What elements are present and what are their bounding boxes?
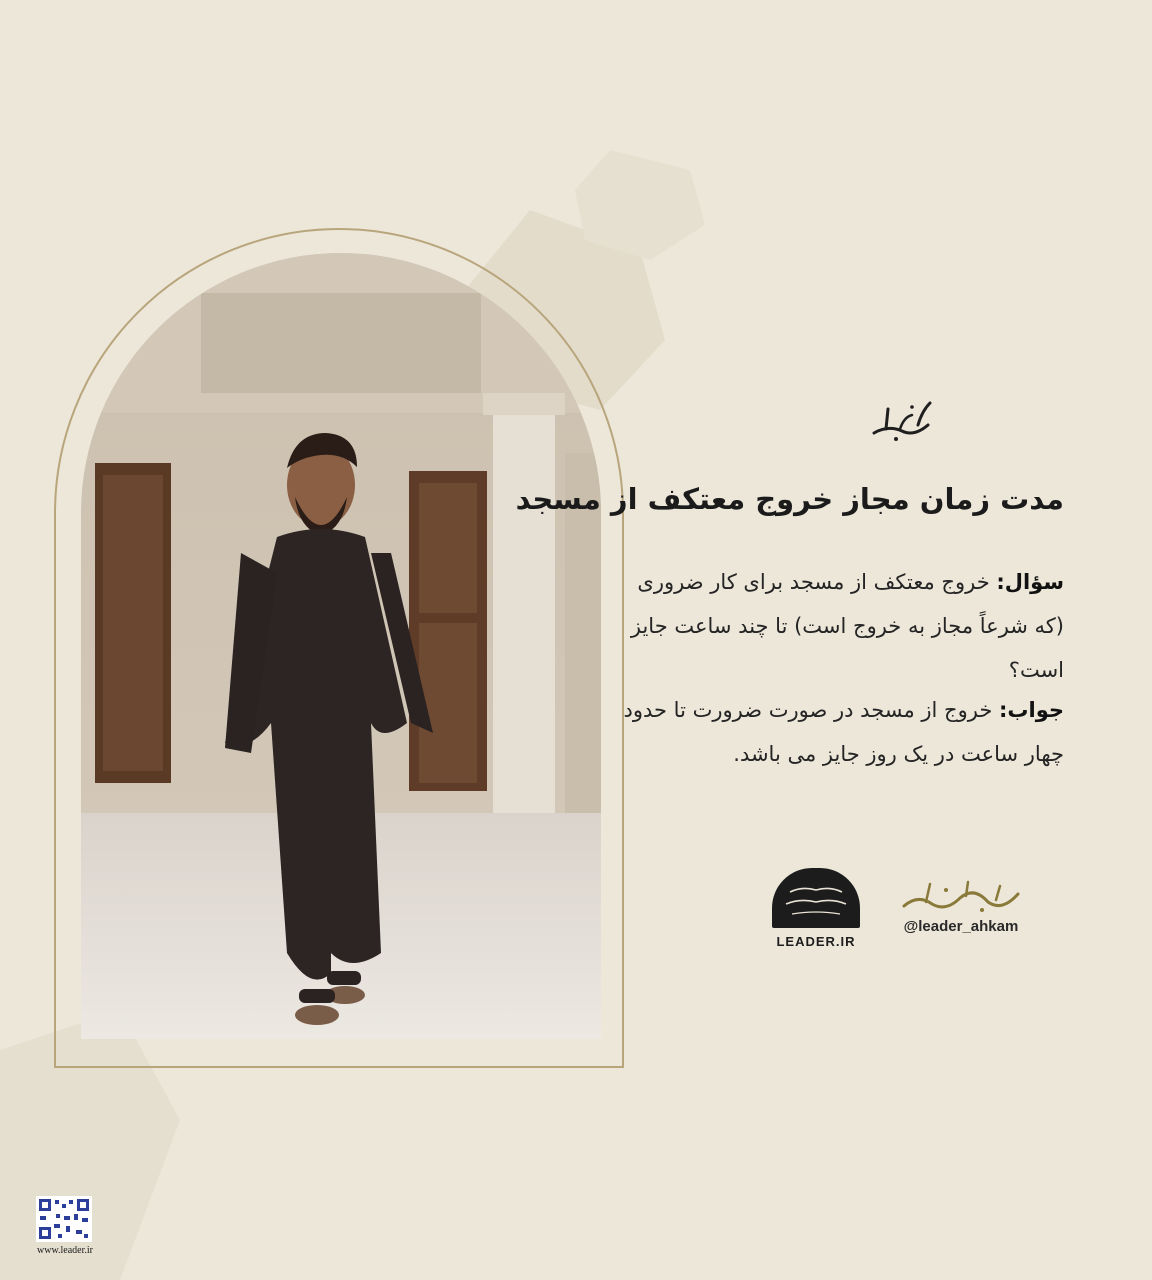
footer-url: www.leader.ir [37, 1245, 93, 1256]
answer-label: جواب: [999, 698, 1064, 722]
answer-paragraph [604, 688, 1064, 776]
leader-logo-emblem [772, 868, 860, 928]
office-calligraphy-icon [896, 876, 1026, 916]
answer-text: خروج از مسجد در صورت ضرورت تا حدود چهار ساعت در یک روز جایز می باشد. [623, 698, 1064, 766]
leader-site-label: LEADER.IR [776, 934, 856, 949]
leader-ir-logo [766, 868, 866, 952]
basmala-calligraphy-icon [868, 395, 938, 445]
leader-office-logo [896, 876, 1026, 946]
page-title: مدت زمان مجاز خروج معتکف از مسجد [515, 482, 1064, 516]
qr-code-icon [36, 1196, 92, 1242]
office-handle-label: @leader_ahkam [903, 918, 1019, 935]
photo-man-walking-in-mosque-courtyard [81, 253, 601, 1039]
question-paragraph [604, 560, 1064, 692]
question-label: سؤال: [996, 570, 1064, 594]
question-text: خروج معتکف از مسجد برای کار ضروری (که شرعاً مجاز به خروج است) تا چند ساعت جایز است؟ [630, 570, 1064, 682]
